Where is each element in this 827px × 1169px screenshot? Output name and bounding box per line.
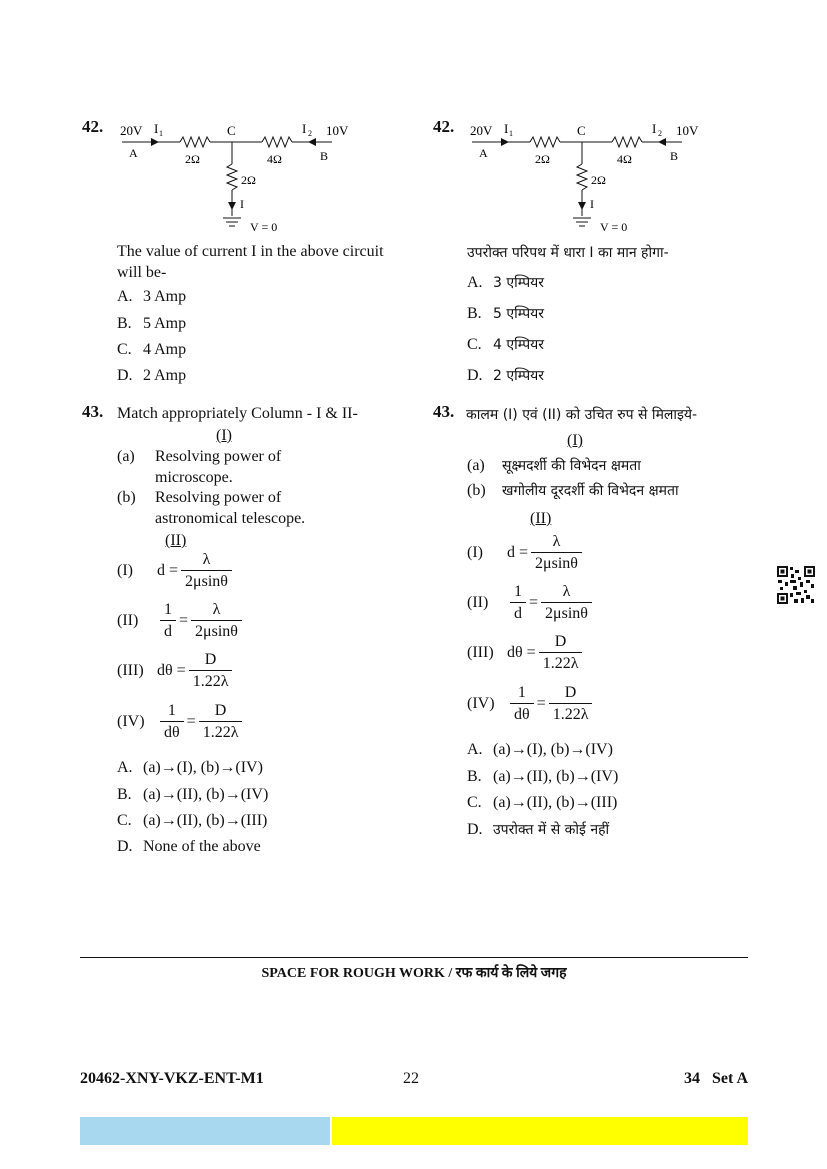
svg-text:2: 2 bbox=[308, 129, 312, 138]
svg-text:I: I bbox=[652, 121, 657, 136]
svg-text:2Ω: 2Ω bbox=[591, 173, 606, 187]
q43-option-a-en: A. (a)→(I), (b)→(IV) bbox=[117, 759, 263, 776]
paper-code: 20462-XNY-VKZ-ENT-M1 bbox=[80, 1070, 264, 1087]
footer-color-bar-blue bbox=[80, 1117, 330, 1145]
q43-option-d-hi: D. उपरोक्त में से कोई नहीं bbox=[467, 821, 610, 838]
formula-III-hi: (III) dθ = $\frac{D}{1.22\lambda}$ bbox=[467, 633, 585, 673]
circuit-r-left: 2Ω bbox=[185, 152, 200, 166]
rough-work-label: SPACE FOR ROUGH WORK / रफ कार्य के लिये जगह bbox=[261, 966, 567, 981]
circuit-diagram-hi bbox=[462, 118, 712, 240]
q42-option-c-en: C. 4 Amp bbox=[117, 341, 187, 358]
q43-option-a-hi: A. (a)→(I), (b)→(IV) bbox=[467, 741, 613, 758]
circuit-i1: I bbox=[154, 121, 159, 136]
svg-text:1: 1 bbox=[159, 129, 163, 138]
formula-II-en: (II) $\frac{1}{d}$ = $\frac{\lambda}{2\mu\sin\theta}$ bbox=[117, 601, 245, 641]
column-1-item-b-text: Resolving power of astronomical telescope. bbox=[155, 489, 306, 527]
svg-text:4Ω: 4Ω bbox=[617, 152, 632, 166]
q43-option-d-en: D. None of the above bbox=[117, 838, 261, 855]
formula-I-hi: (I) d = $\frac{\lambda}{2\mu\sin\theta}$ bbox=[467, 533, 585, 573]
column-1-item-a-text-hi: सूक्ष्मदर्शी की विभेदन क्षमता bbox=[502, 458, 641, 474]
column-2-heading-hi: (II) bbox=[530, 510, 552, 527]
circuit-diagram-en bbox=[112, 118, 362, 240]
circuit-node-a: A bbox=[129, 146, 138, 160]
q42-option-b-en: B. 5 Amp bbox=[117, 315, 187, 332]
circuit-ground: V = 0 bbox=[250, 220, 278, 234]
qr-code-icon bbox=[776, 565, 816, 605]
set-label: 34 Set A bbox=[684, 1070, 748, 1087]
q43-option-c-hi: C. (a)→(II), (b)→(III) bbox=[467, 794, 618, 811]
column-1-item-a-text: Resolving power of microscope. bbox=[155, 448, 282, 486]
svg-text:C: C bbox=[577, 123, 586, 138]
formula-I-en: (I) d = $\frac{\lambda}{2\mu\sin\theta}$ bbox=[117, 551, 235, 591]
circuit-node-c: C bbox=[227, 123, 236, 138]
question-42-text-hi: उपरोक्त परिपथ में धारा I का मान होगा- bbox=[467, 245, 669, 261]
column-1-item-a-label: (a) bbox=[117, 448, 135, 465]
circuit-r-down: 2Ω bbox=[241, 173, 256, 187]
formula-IV-hi: (IV) $\frac{1}{d\theta}$ = $\frac{D}{1.22\lambda}$ bbox=[467, 684, 595, 724]
circuit-i-down: I bbox=[240, 197, 244, 211]
svg-text:2: 2 bbox=[658, 129, 662, 138]
column-1-item-a-label-hi: (a) bbox=[467, 457, 485, 474]
q42-option-c-hi: C. 4 एम्पियर bbox=[467, 336, 544, 353]
question-number-43-hi: 43. bbox=[433, 402, 455, 421]
footer-color-bar-yellow bbox=[332, 1117, 748, 1145]
circuit-v-left: 20V bbox=[120, 123, 143, 138]
circuit-node-b: B bbox=[320, 149, 329, 163]
question-number-42-en: 42. bbox=[82, 117, 104, 136]
column-2-heading-en: (II) bbox=[165, 532, 187, 549]
q42-option-a-en: A. 3 Amp bbox=[117, 288, 187, 305]
svg-text:2Ω: 2Ω bbox=[535, 152, 550, 166]
column-1-item-b-label: (b) bbox=[117, 489, 136, 506]
formula-II-hi: (II) $\frac{1}{d}$ = $\frac{\lambda}{2\mu\sin\theta}$ bbox=[467, 583, 595, 623]
rough-work-divider bbox=[80, 957, 748, 958]
question-number-43-en: 43. bbox=[82, 402, 104, 421]
circuit-i2: I bbox=[302, 121, 307, 136]
question-42-text-en: The value of current I in the above circuit will be- bbox=[117, 243, 384, 281]
svg-text:I: I bbox=[590, 197, 594, 211]
circuit-v-right: 10V bbox=[326, 123, 349, 138]
formula-III-en: (III) dθ = $\frac{D}{1.22\lambda}$ bbox=[117, 651, 235, 691]
q42-option-d-en: D. 2 Amp bbox=[117, 367, 187, 384]
q43-option-c-en: C. (a)→(II), (b)→(III) bbox=[117, 812, 268, 829]
question-43-text-hi: कालम (I) एवं (II) को उचित रुप से मिलाइये- bbox=[466, 407, 698, 423]
q42-option-d-hi: D. 2 एम्पियर bbox=[467, 367, 544, 384]
column-1-heading-hi: (I) bbox=[567, 432, 583, 449]
svg-text:10V: 10V bbox=[676, 123, 699, 138]
circuit-r-right: 4Ω bbox=[267, 152, 282, 166]
q43-option-b-en: B. (a)→(II), (b)→(IV) bbox=[117, 786, 269, 803]
q42-option-a-hi: A. 3 एम्पियर bbox=[467, 274, 544, 291]
svg-text:V = 0: V = 0 bbox=[600, 220, 628, 234]
svg-text:B: B bbox=[670, 149, 679, 163]
svg-text:1: 1 bbox=[509, 129, 513, 138]
svg-text:A: A bbox=[479, 146, 488, 160]
q43-option-b-hi: B. (a)→(II), (b)→(IV) bbox=[467, 768, 619, 785]
page-number: 22 bbox=[403, 1070, 419, 1087]
svg-text:I: I bbox=[504, 121, 509, 136]
column-1-item-b-text-hi: खगोलीय दूरदर्शी की विभेदन क्षमता bbox=[502, 483, 679, 499]
formula-IV-en: (IV) $\frac{1}{d\theta}$ = $\frac{D}{1.22\lambda}$ bbox=[117, 702, 245, 742]
q42-option-b-hi: B. 5 एम्पियर bbox=[467, 305, 544, 322]
column-1-heading-en: (I) bbox=[216, 427, 232, 444]
column-1-item-b-label-hi: (b) bbox=[467, 482, 486, 499]
svg-text:20V: 20V bbox=[470, 123, 493, 138]
question-number-42-hi: 42. bbox=[433, 117, 455, 136]
question-43-text-en: Match appropriately Column - I & II- bbox=[117, 405, 358, 422]
